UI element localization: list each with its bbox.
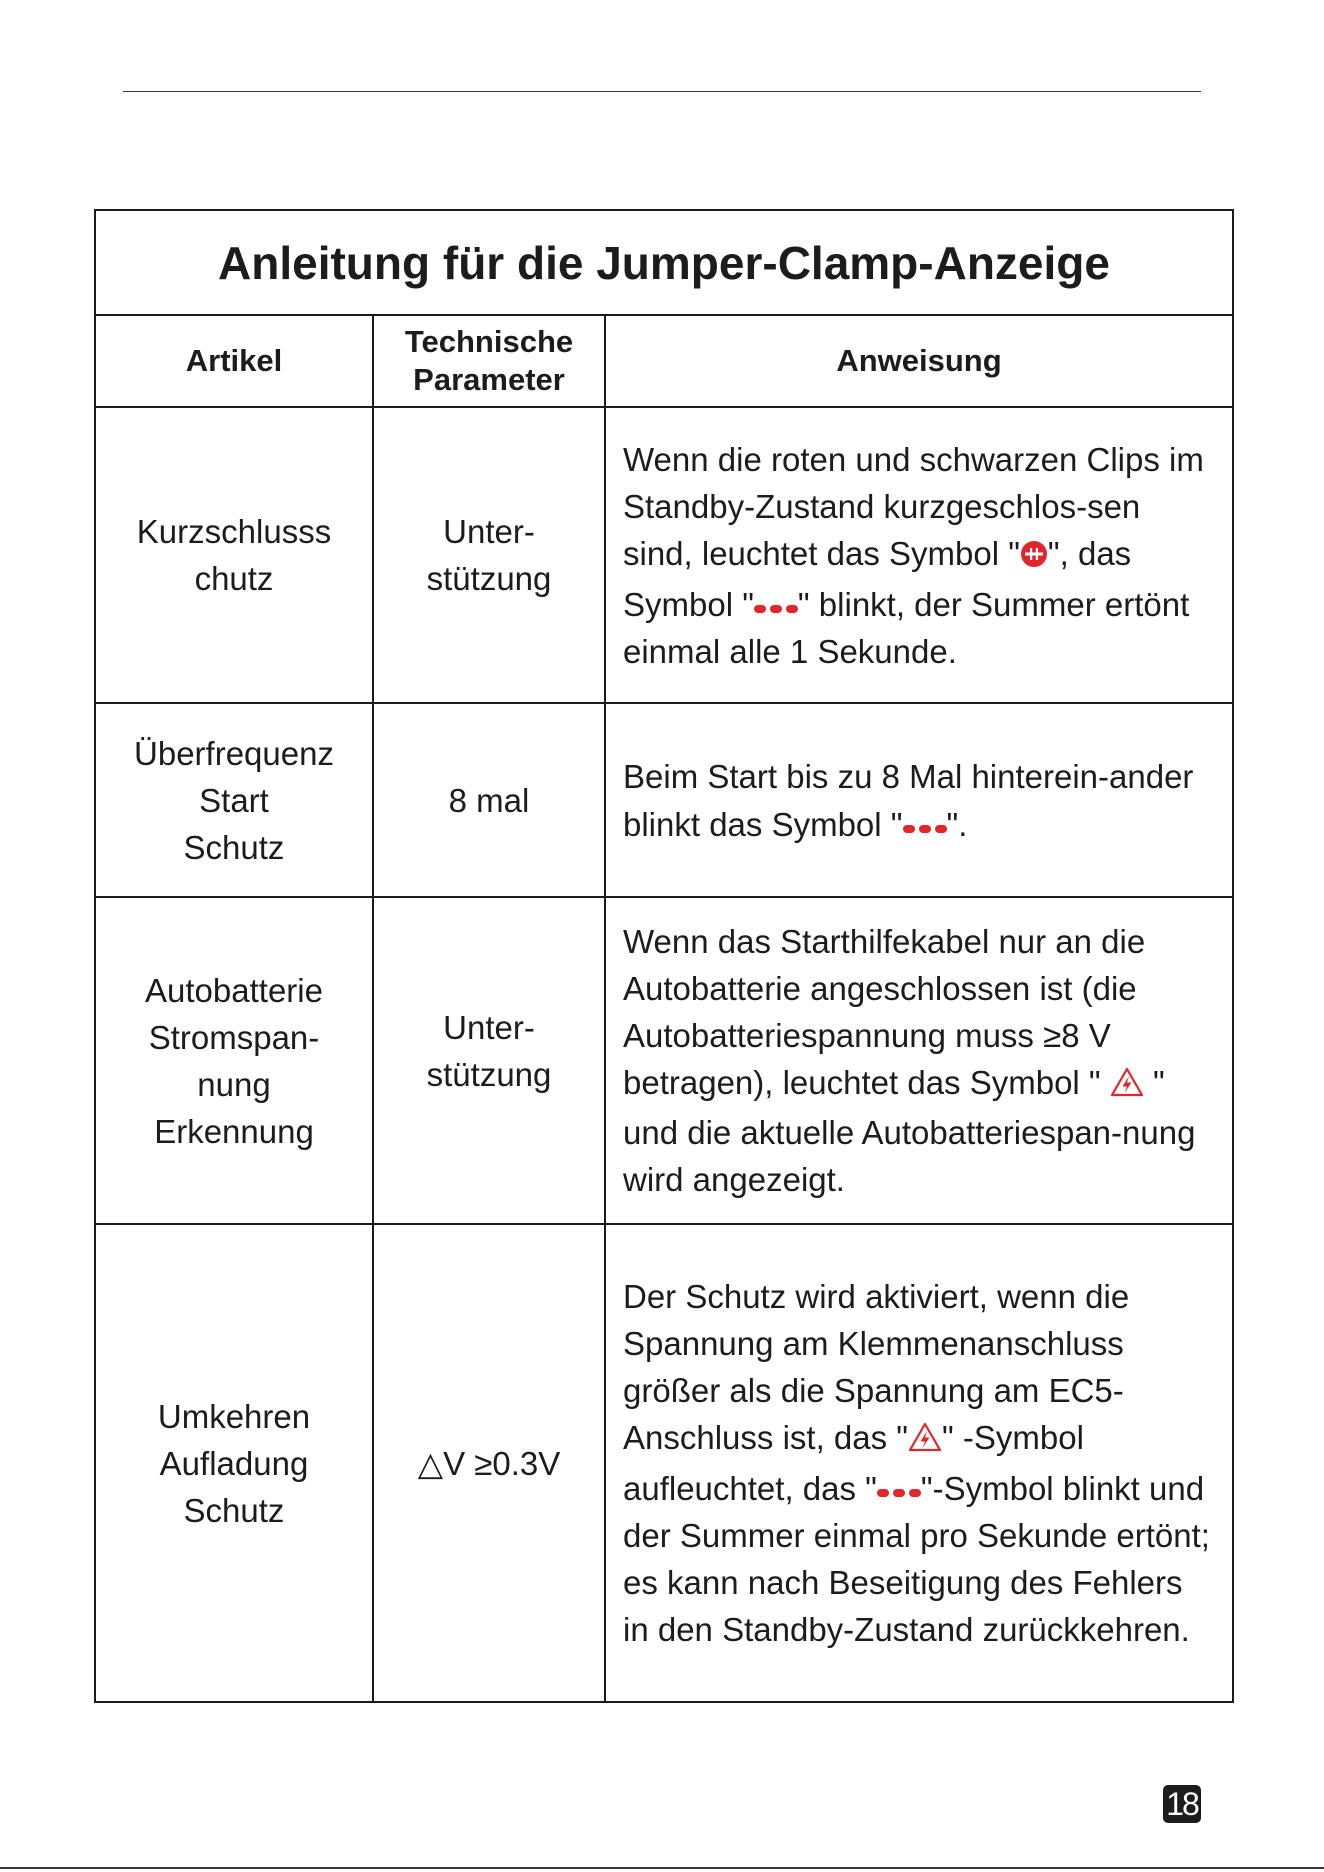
table-row bbox=[95, 1224, 1233, 1702]
blinking-dashes-icon bbox=[903, 800, 947, 847]
instruction-cell bbox=[605, 407, 1233, 703]
instruction-cell bbox=[605, 703, 1233, 897]
voltage-warning-icon bbox=[908, 1417, 942, 1464]
param-cell: △V ≥0.3V bbox=[373, 1224, 605, 1702]
jumper-clamp-table bbox=[94, 209, 1234, 1703]
instruction-text: Wenn das Starthilfekabel nur an die Autobatterie angeschlossen ist (die Autobatteriespannung muss ≥8 V betragen), leuchtet das Symbol " bbox=[623, 923, 1146, 1101]
column-header-item: Artikel bbox=[95, 315, 373, 407]
param-cell: Unter- stützung bbox=[373, 897, 605, 1224]
instruction-text: ", das Symbol " bbox=[623, 534, 1132, 623]
instruction-text: Beim Start bis zu 8 Mal hinterein-ander blinkt das Symbol " bbox=[623, 757, 1194, 843]
instruction-text: Wenn die roten und schwarzen Clips im Standby-Zustand kurzgeschlos-sen sind, leuchtet das Symbol " bbox=[623, 440, 1204, 572]
instruction-text: Der Schutz wird aktiviert, wenn die Spannung am Klemmenanschluss größer als die Spannung am EC5-Anschluss ist, das " bbox=[623, 1278, 1130, 1456]
blinking-dashes-icon bbox=[754, 580, 798, 627]
blinking-dashes-icon bbox=[877, 1464, 921, 1511]
item-cell: Umkehren Aufladung Schutz bbox=[95, 1224, 373, 1702]
instruction-text: ". bbox=[946, 805, 968, 843]
header-rule bbox=[123, 91, 1201, 92]
instruction-text: " und die aktuelle Autobatteriespan-nung wird angezeigt. bbox=[623, 1064, 1196, 1198]
footer-rule bbox=[0, 1867, 1324, 1869]
item-cell: Autobatterie Stromspan- nung Erkennung bbox=[95, 897, 373, 1224]
short-circuit-icon bbox=[1020, 533, 1048, 580]
item-cell: Überfrequenz Start Schutz bbox=[95, 703, 373, 897]
instruction-text: " blinkt, der Summer ertönt einmal alle 1 Sekunde. bbox=[623, 585, 1190, 670]
column-header-params: Technische Parameter bbox=[373, 315, 605, 407]
voltage-warning-icon bbox=[1110, 1062, 1144, 1109]
column-header-instruction: Anweisung bbox=[605, 315, 1233, 407]
param-cell: Unter- stützung bbox=[373, 407, 605, 703]
table-title: Anleitung für die Jumper-Clamp-Anzeige bbox=[95, 210, 1233, 315]
table-row bbox=[95, 897, 1233, 1224]
item-cell: Kurzschlusss chutz bbox=[95, 407, 373, 703]
table-row bbox=[95, 703, 1233, 897]
param-cell: 8 mal bbox=[373, 703, 605, 897]
instruction-text: "-Symbol blinkt und der Summer einmal pro Sekunde ertönt; es kann nach Beseitigung des Fehlers in den Standby-Zustand zurückkehren. bbox=[623, 1470, 1210, 1648]
page-number: 18 bbox=[1163, 1785, 1201, 1823]
table-row bbox=[95, 407, 1233, 703]
instruction-cell bbox=[605, 1224, 1233, 1702]
instruction-cell bbox=[605, 897, 1233, 1224]
instruction-text: " -Symbol aufleuchtet, das " bbox=[623, 1419, 1084, 1507]
